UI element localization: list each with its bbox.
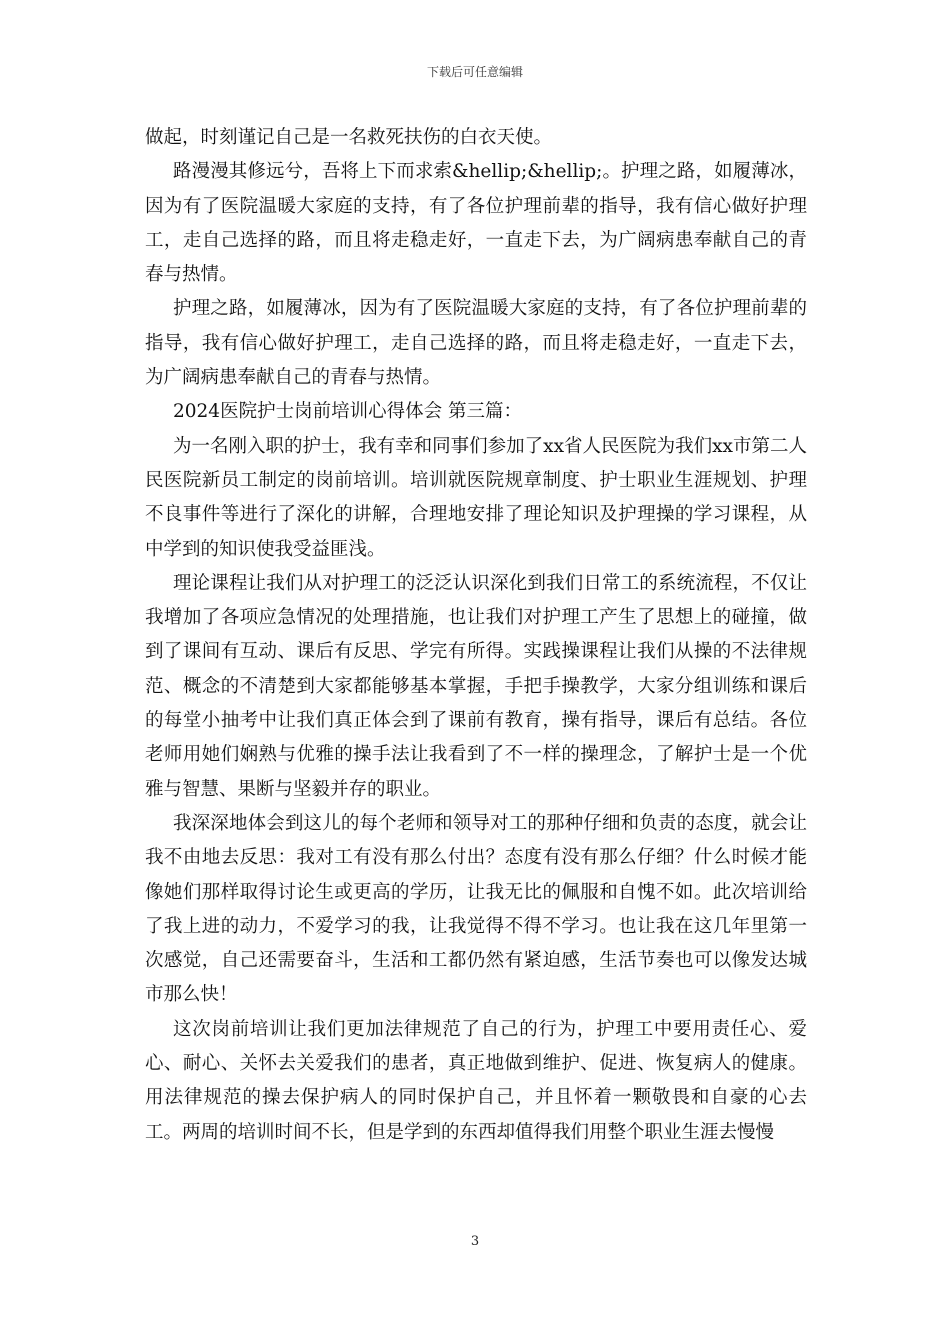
paragraph-road-long: 路漫漫其修远兮，吾将上下而求索&hellip;&hellip;。护理之路，如履薄冰，因为有了医院温暖大家庭的支持，有了各位护理前辈的指导，我有信心做好护理工，走自己选择的路，而且将走稳走好，一直走下去，为广阔病患奉献自己的青春与热情。 (145, 161, 807, 286)
paragraph-reflection: 我深深地体会到这儿的每个老师和领导对工的那种仔细和负责的态度，就会让我不由地去反思：我对工有没有那么付出？态度有没有那么仔细？什么时候才能像她们那样取得讨论生或更高的学历，让我无比的佩服和自愧不如。此次培训给了我上进的动力，不爱学习的我，让我觉得不得不学习。也让我在这几年里第一次感觉，自己还需要奋斗，生活和工都仍然有紧迫感，生活节奏也可以像发达城市那么快！ (145, 812, 807, 1006)
paragraph-continuation: 做起，时刻谨记自己是一名救死扶伤的白衣天使。 (145, 127, 553, 148)
paragraph-new-nurse: 为一名刚入职的护士，我有幸和同事们参加了xx省人民医院为我们xx市第二人民医院新员工制定的岗前培训。培训就医院规章制度、护士职业生涯规划、护理不良事件等进行了深化的讲解，合理地安排了理论知识及护理操的学习课程，从中学到的知识使我受益匪浅。 (145, 435, 807, 560)
section-heading: 2024医院护士岗前培训心得体会 第三篇： (173, 401, 522, 423)
paragraph-conclusion: 这次岗前培训让我们更加法律规范了自己的行为，护理工中要用责任心、爱心、耐心、关怀去关爱我们的患者，真正地做到维护、促进、恢复病人的健康。用法律规范的操去保护病人的同时保护自己，并且怀着一颗敬畏和自豪的心去工。两周的培训时间不长，但是学到的东西却值得我们用整个职业生涯去慢慢 (145, 1018, 807, 1143)
page-header: 下载后可任意编辑 (426, 65, 523, 79)
document-body (145, 121, 807, 1150)
paragraph-nursing-road: 护理之路，如履薄冰，因为有了医院温暖大家庭的支持，有了各位护理前辈的指导，我有信心做好护理工，走自己选择的路，而且将走稳走好，一直走下去，为广阔病患奉献自己的青春与热情。 (145, 298, 807, 389)
paragraph-theory-course: 理论课程让我们从对护理工的泛泛认识深化到我们日常工的系统流程，不仅让我增加了各项应急情况的处理措施，也让我们对护理工产生了思想上的碰撞，做到了课间有互动、课后有反思、学完有所得。实践操课程让我们从操的不法律规范、概念的不清楚到大家都能够基本掌握，手把手操教学，大家分组训练和课后的每堂小抽考中让我们真正体会到了课前有教育，操有指导，课后有总结。各位老师用她们娴熟与优雅的操手法让我看到了不一样的操理念，了解护士是一个优雅与智慧、果断与坚毅并存的职业。 (145, 572, 807, 800)
page-number: 3 (470, 1234, 480, 1249)
